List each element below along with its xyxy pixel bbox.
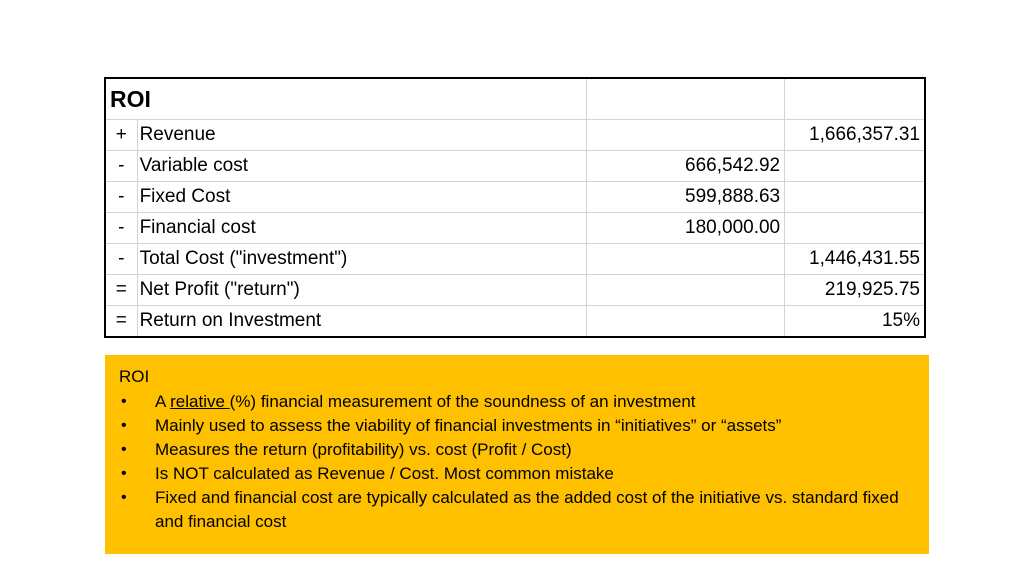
list-item <box>119 486 915 534</box>
row-right-value[interactable]: 219,925.75 <box>785 275 925 306</box>
row-right-value[interactable]: 1,666,357.31 <box>785 120 925 151</box>
table-row <box>105 244 925 275</box>
list-item <box>119 390 915 414</box>
row-mid-value[interactable] <box>586 275 784 306</box>
list-item <box>119 462 915 486</box>
table-row <box>105 213 925 244</box>
row-right-value[interactable]: 15% <box>785 306 925 338</box>
row-mid-value[interactable]: 599,888.63 <box>586 182 784 213</box>
row-mid-value[interactable]: 180,000.00 <box>586 213 784 244</box>
row-label[interactable]: Fixed Cost <box>137 182 586 213</box>
roi-notes-box <box>105 355 929 554</box>
row-label[interactable]: Total Cost ("investment") <box>137 244 586 275</box>
roi-table <box>104 77 926 338</box>
notes-list <box>119 390 915 534</box>
note-text: Mainly used to assess the viability of financial investments in “initiatives” or “assets” <box>155 416 782 435</box>
row-right-value[interactable] <box>785 213 925 244</box>
row-right-value[interactable] <box>785 151 925 182</box>
note-underlined-word: relative <box>170 392 230 411</box>
table-cell[interactable] <box>586 78 784 120</box>
row-sign[interactable]: + <box>105 120 137 151</box>
table-row <box>105 275 925 306</box>
notes-title: ROI <box>119 367 150 386</box>
row-sign[interactable]: - <box>105 213 137 244</box>
row-label[interactable]: Financial cost <box>137 213 586 244</box>
table-title[interactable]: ROI <box>105 78 586 120</box>
row-sign[interactable]: = <box>105 306 137 338</box>
table-row <box>105 120 925 151</box>
note-text: Fixed and financial cost are typically calculated as the added cost of the initiative vs. standard fixed and financial cost <box>155 488 899 531</box>
note-text: Is NOT calculated as Revenue / Cost. Most common mistake <box>155 464 614 483</box>
row-mid-value[interactable] <box>586 306 784 338</box>
row-mid-value[interactable] <box>586 120 784 151</box>
bullet-icon: • <box>121 441 127 458</box>
note-text: Measures the return (profitability) vs. cost (Profit / Cost) <box>155 440 572 459</box>
note-text-prefix: A <box>155 392 171 411</box>
row-sign[interactable]: - <box>105 244 137 275</box>
bullet-icon: • <box>121 417 127 434</box>
row-label[interactable]: Variable cost <box>137 151 586 182</box>
table-row <box>105 151 925 182</box>
table-row <box>105 306 925 338</box>
row-mid-value[interactable] <box>586 244 784 275</box>
row-label[interactable]: Revenue <box>137 120 586 151</box>
table-row <box>105 182 925 213</box>
row-right-value[interactable] <box>785 182 925 213</box>
list-item <box>119 438 915 462</box>
row-right-value[interactable]: 1,446,431.55 <box>785 244 925 275</box>
row-sign[interactable]: - <box>105 151 137 182</box>
row-sign[interactable]: - <box>105 182 137 213</box>
row-sign[interactable]: = <box>105 275 137 306</box>
table-title-row <box>105 78 925 120</box>
bullet-icon: • <box>121 489 127 506</box>
bullet-icon: • <box>121 465 127 482</box>
note-text-suffix: (%) financial measurement of the soundness of an investment <box>229 392 696 411</box>
list-item <box>119 414 915 438</box>
row-mid-value[interactable]: 666,542.92 <box>586 151 784 182</box>
row-label[interactable]: Net Profit ("return") <box>137 275 586 306</box>
row-label[interactable]: Return on Investment <box>137 306 586 338</box>
table-cell[interactable] <box>785 78 925 120</box>
bullet-icon: • <box>121 393 127 410</box>
